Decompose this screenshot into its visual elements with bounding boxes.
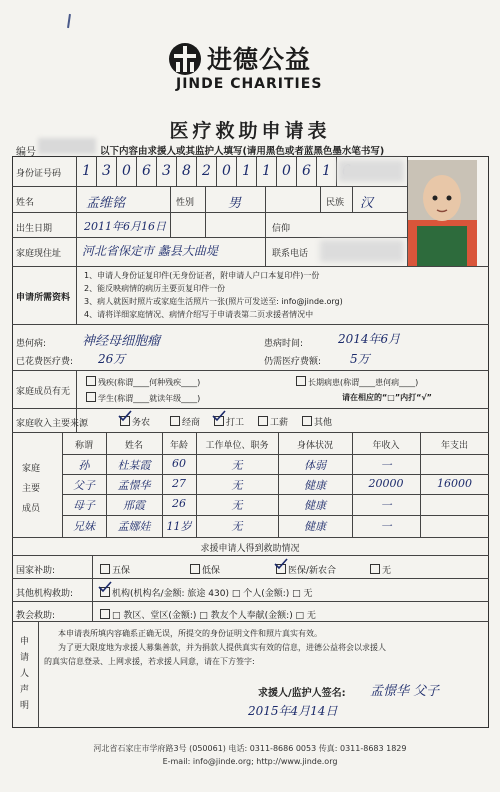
footer-contact: E-mail: info@jinde.org; http://www.jinde.org	[162, 757, 338, 766]
family-cell: 健康	[304, 499, 326, 512]
decl-side-4: 声	[20, 685, 30, 695]
material-item-1: 1、申请人身份证复印件(无身份证者，附申请人户口本复印件)一份	[84, 271, 320, 280]
id-digit: 6	[142, 163, 151, 179]
id-digit: 2	[202, 163, 211, 179]
members-disabled-checkbox[interactable]	[86, 376, 96, 386]
family-cell: 兄妹	[73, 520, 95, 533]
gov-opt-wubao: 五保	[112, 566, 131, 576]
gov-none-checkbox[interactable]	[370, 564, 380, 574]
members-chronic-checkbox[interactable]	[296, 376, 306, 386]
birth-label: 出生日期	[16, 224, 53, 234]
family-cell: 无	[231, 479, 243, 492]
income-biz-checkbox[interactable]	[170, 416, 180, 426]
family-cell: 健康	[304, 520, 326, 533]
income-other-checkbox[interactable]	[302, 416, 312, 426]
family-cell: 母子	[73, 499, 95, 512]
family-cell: 孟娜娃	[117, 520, 151, 533]
family-label-1: 家庭	[22, 464, 41, 474]
org-name-cn: 进德公益	[207, 45, 312, 74]
family-cell: 体弱	[304, 459, 326, 472]
family-cell: 孙	[78, 459, 90, 472]
family-col-header: 姓名	[124, 441, 143, 451]
gov-opt-dibao: 低保	[202, 566, 221, 576]
aid-header: 求援申请人得到救助情况	[200, 544, 300, 554]
nation-label: 民族	[326, 198, 345, 208]
jinde-logo-icon	[168, 42, 202, 76]
religion-label: 信仰	[272, 224, 291, 234]
applicant-photo	[407, 160, 477, 266]
phone-label: 联系电话	[272, 249, 309, 259]
diag-time-label: 患病时间:	[264, 339, 304, 349]
org-name-en: JINDE CHARITIES	[176, 76, 323, 92]
church-label: 教会救助:	[16, 611, 56, 621]
spent-label: 已花费医疗费:	[16, 357, 74, 367]
family-col-header: 工作单位、职务	[205, 441, 269, 451]
members-note: 请在相应的“□”内打“√”	[342, 393, 432, 402]
family-col-header: 称谓	[74, 441, 93, 451]
family-cell: 无	[231, 520, 243, 533]
id-digit: 3	[162, 163, 171, 179]
family-cell: 杜某霞	[117, 459, 151, 472]
decl-line-1: 本申请表所填内容确系正确无误，所提交的身份证明文件和照片真实有效。	[58, 629, 322, 638]
income-label: 家庭收入主要来源	[16, 419, 89, 429]
need-value: 5万	[350, 352, 370, 366]
sex-value: 男	[228, 196, 242, 211]
family-cell: 父子	[73, 479, 95, 492]
decl-side-1: 申	[20, 637, 30, 647]
serial-label: 编号	[16, 147, 36, 158]
sign-date: 2015年4月14日	[248, 704, 338, 718]
gov-wubao-checkbox[interactable]	[100, 564, 110, 574]
name-value: 孟维铭	[86, 196, 126, 211]
family-label-3: 成员	[22, 504, 41, 514]
address-value: 河北省保定市 蠡县大曲堤	[82, 244, 218, 258]
income-opt-salary: 工薪	[270, 418, 289, 428]
family-cell: 邢霞	[123, 499, 145, 512]
members-label: 家庭成员有无	[16, 387, 71, 397]
corner-pen-mark	[67, 14, 71, 28]
family-col-header: 年龄	[169, 441, 188, 451]
family-label-2: 主要	[22, 484, 41, 494]
sign-name: 孟憬华 父子	[370, 684, 440, 699]
decl-line-3: 的真实信息登录、上网求援，若求援人同意，请在下方签字:	[44, 657, 255, 666]
material-item-4: 4、请将详细家庭情况、病情介绍写于申请表第二页求援者情况中	[84, 310, 314, 319]
income-opt-other: 其他	[314, 418, 333, 428]
patient-value: 神经母细胞瘤	[82, 334, 161, 349]
address-label: 家庭现住址	[16, 249, 62, 259]
id-digit: 0	[122, 163, 131, 179]
family-cell: 11岁	[166, 520, 192, 533]
id-digit: 1	[262, 163, 271, 179]
material-item-2: 2、能反映病情的病历主要页复印件一份	[84, 284, 226, 293]
fill-instruction: 以下内容由求援人或其监护人填写(请用黑色或者蓝黑色墨水笔书写)	[100, 146, 385, 157]
materials-label: 申请所需资料	[16, 293, 71, 303]
family-col-header: 年支出	[440, 441, 468, 451]
spent-value: 26万	[98, 352, 126, 366]
redacted-id-end	[338, 160, 404, 182]
family-cell: 一	[380, 520, 392, 533]
redacted-phone	[320, 240, 404, 262]
decl-line-2: 为了更大限度地为求援人募集善款，并为捐款人提供真实有效的信息，进德公益将会以求援人	[58, 643, 386, 652]
family-cell: 无	[231, 459, 243, 472]
sex-label: 性别	[176, 198, 195, 208]
diag-time-value: 2014年6月	[338, 332, 401, 346]
family-cell: 20000	[368, 477, 404, 490]
family-col-header: 年收入	[372, 441, 400, 451]
gov-dibao-checkbox[interactable]	[190, 564, 200, 574]
other-label: 其他机构救助:	[16, 589, 74, 599]
members-student-checkbox[interactable]	[86, 392, 96, 402]
redacted-serial	[38, 138, 96, 154]
id-digit: 0	[222, 163, 231, 179]
material-item-3: 3、病人就医时照片或家庭生活照片一张(照片可发送至: info@jinde.org)	[84, 297, 343, 306]
church-line: □ 教区、堂区(金额:) □ 教友个人奉献(金额:) □ 无	[112, 611, 316, 621]
family-cell: 一	[380, 459, 392, 472]
family-col-header: 身体状况	[296, 441, 333, 451]
members-student-opt: 学生(称谓____就读年级____)	[98, 394, 201, 403]
decl-side-5: 明	[20, 701, 30, 711]
id-digit: 1	[242, 163, 251, 179]
gov-opt-yibao: 医保/新农合	[288, 566, 337, 576]
name-label: 姓名	[16, 198, 35, 208]
family-cell: 60	[172, 457, 186, 470]
nation-value: 汉	[360, 196, 374, 211]
sign-label: 求援人/监护人签名:	[258, 688, 346, 699]
yibao-check-icon	[274, 558, 288, 570]
work-check-icon	[212, 410, 226, 422]
id-label: 身份证号码	[16, 169, 62, 179]
family-cell: 16000	[437, 477, 472, 490]
farm-check-icon	[118, 410, 132, 422]
family-cell: 无	[231, 499, 243, 512]
need-label: 仍需医疗费额:	[264, 357, 322, 367]
income-opt-farm: 务农	[132, 418, 151, 428]
income-opt-work: 打工	[226, 418, 245, 428]
family-cell: 27	[172, 477, 186, 490]
other-line: 机构(机构名/金额: 旅途 430) □ 个人(金额:) □ 无	[112, 589, 313, 599]
decl-side-2: 请	[20, 653, 30, 663]
family-cell: 健康	[304, 479, 326, 492]
org-check-icon	[98, 581, 112, 593]
id-digit: 1	[322, 163, 331, 179]
church-parish-checkbox[interactable]	[100, 609, 110, 619]
income-opt-biz: 经商	[182, 418, 201, 428]
id-digit: 6	[302, 163, 311, 179]
form-title: 医疗救助申请表	[169, 120, 331, 142]
id-digit: 1	[82, 163, 91, 179]
decl-side-3: 人	[20, 669, 30, 679]
id-digit: 8	[182, 163, 191, 179]
family-cell: 孟憬华	[117, 479, 151, 492]
members-disabled-opt: 残疾(称谓____何种残疾____)	[98, 378, 201, 387]
id-digit: 0	[282, 163, 291, 179]
gov-opt-none: 无	[382, 566, 392, 576]
income-salary-checkbox[interactable]	[258, 416, 268, 426]
members-chronic-opt: 长期病患(称谓____患何病____)	[308, 378, 419, 387]
family-cell: 一	[380, 499, 392, 512]
patient-label: 患何病:	[16, 339, 47, 349]
id-digit: 3	[102, 163, 111, 179]
footer-address: 河北省石家庄市学府路3号 (050061) 电话: 0311-8686 0053 传真: 0311-8683 1829	[93, 744, 407, 753]
gov-label: 国家补助:	[16, 566, 56, 576]
birth-value: 2011年6月16日	[84, 220, 166, 233]
family-cell: 26	[172, 497, 186, 510]
